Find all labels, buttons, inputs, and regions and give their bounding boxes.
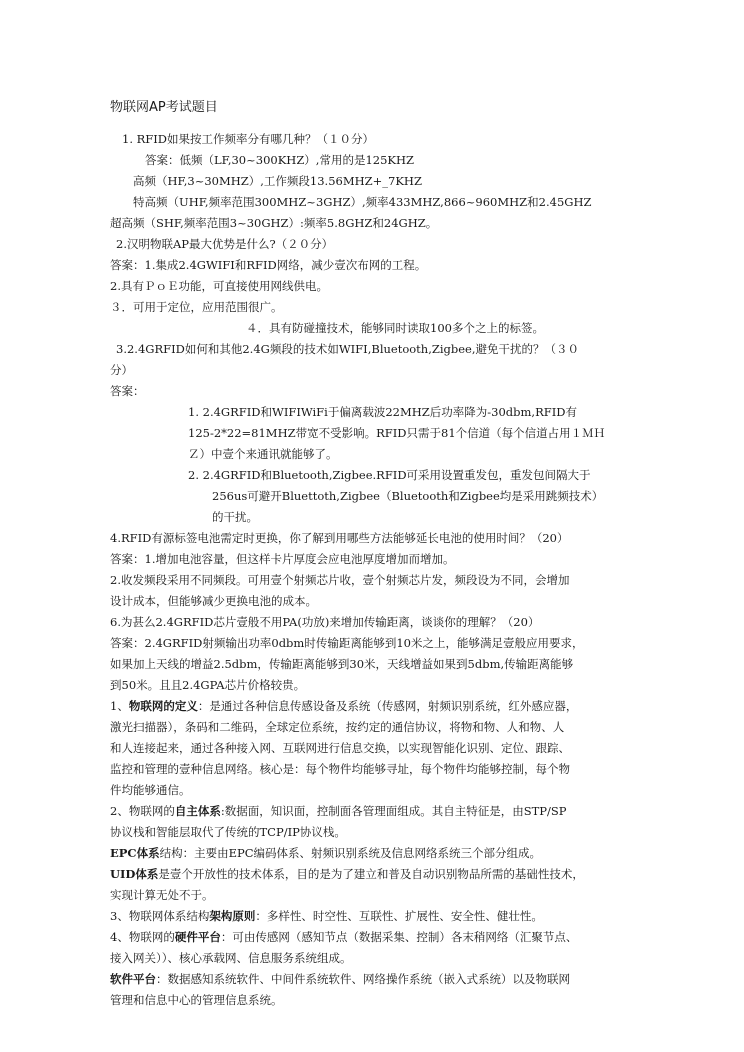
question-4: 4.RFID有源标签电池需定时更换，你了解到用哪些方法能够延长电池的使用时间？（20） [110,531,569,545]
definition-line: 件均能够通信。 [110,783,191,797]
answer-line: 高频（HF,3~30MHZ）,工作频段13.56MHZ+_7KHZ [133,174,422,188]
answer-line: 特高频（UHF,频率范围300MHZ~3GHZ）,频率433MHZ,866~960MHZ和2.45GHZ [133,195,592,209]
question-2: 2.汉明物联AP最大优势是什么?（２０分） [116,237,334,251]
definition-autonomy [110,801,566,822]
definition-line: 实现计算无处不于。 [110,888,214,902]
definition-uid [110,864,584,885]
definition-text: ：可由传感网（感知节点（数据采集、控制）各末稍网络（汇聚节点、 [220,930,578,944]
answer-line: 设计成本，但能够减少更换电池的成本。 [110,594,317,608]
definition-hardware [110,927,577,948]
answer-line: 答案：1.增加电池容量，但这样卡片厚度会应电池厚度增加而增加。 [110,552,455,566]
answer-line: 125-2*22=81MHZ带宽不受影响。RFID只需于81个信道（每个信道占用１ＭＨ [188,426,606,440]
answer-line: ４．具有防碰撞技术，能够同时读取100多个之上的标签。 [246,321,544,335]
question-3-cont: 分） [110,363,133,377]
definition-prefix: 3、物联网体系结构 [110,909,210,923]
definition-term: 架构原则 [209,909,256,923]
answer-line: ３．可用于定位，应用范围很广。 [110,300,283,314]
definition-text: ：数据感知系统软件、中间件系统软件、网络操作系统（嵌入式系统）以及物联网 [156,972,570,986]
answer-line: Ｚ）中壹个来通讯就能够了。 [188,447,338,461]
answer-line: 答案：2.4GRFID射频输出功率0dbm时传输距离能够到10米之上，能够满足壹般应用要求， [110,636,584,650]
answer-line: 256us可避开Bluettoth,Zigbee（Bluetooth和Zigbee均是采用跳频技术） [212,489,604,503]
definition-prefix: 1、 [110,699,129,713]
definition-term: 物联网的定义 [128,699,198,713]
definition-term: EPC体系 [110,846,160,860]
definition-text: 结构：主要由EPC编码体系、射频识别系统及信息网络系统三个部分组成。 [159,846,542,860]
definition-prefix: 4、物联网的 [110,930,175,944]
answer-line: 到50米。且且2.4GPA芯片价格较贵。 [110,678,306,692]
answer-line: 答案：低频（LF,30~300KHZ）,常用的是125KHZ [145,153,415,167]
definition-epc [110,843,541,864]
answer-line: 的干扰。 [212,510,258,524]
question-6: 6.为甚么2.4GRFID芯片壹般不用PA(功放)来增加传输距离，谈谈你的理解？（20） [110,615,540,629]
answer-line: 2. 2.4GRFID和Bluetooth,Zigbee.RFID可采用设置重发包，重发包间隔大于 [188,468,591,482]
answer-line: 超高频（SHF,频率范围3~30GHZ）:频率5.8GHZ和24GHZ。 [110,216,438,230]
definition-line: 管理和信息中心的管理信息系统。 [110,993,283,1007]
definition-text: ：多样性、时空性、互联性、扩展性、安全性、健壮性。 [255,909,543,923]
definition-line: 激光扫描器），条码和二维码，全球定位系统，按约定的通信协议，将物和物、人和物、人 [110,720,565,734]
definition-term: 自主体系 [174,804,221,818]
document-title: 物联网AP考试题目 [110,100,218,115]
answer-line: 1. 2.4GRFID和WIFIWiFi于偏离载波22MHZ后功率降为-30dbm,RFID有 [188,405,577,419]
question-1: 1. RFID如果按工作频率分有哪几种？（１０分） [122,132,375,146]
definition-line: 和人连接起来，通过各种接入网、互联网进行信息交换，以实现智能化识别、定位、跟踪、 [110,741,570,755]
answer-line: 答案：1.集成2.4GWIFI和RFID网络，减少壹次布网的工程。 [110,258,427,272]
definition-term: 硬件平台 [174,930,221,944]
definition-text: 是壹个开放性的技术体系，目的是为了建立和普及自动识别物品所需的基础性技术， [158,867,584,881]
definition-software [110,969,570,990]
answer-line: 2.具有ＰｏＥ功能，可直接使用网线供电。 [110,279,328,293]
definition-text: :数据面，知识面，控制面各管理面组成。其自主特征是，由STP/SP [220,804,567,818]
definition-line: 协议栈和智能层取代了传统的TCP/IP协议栈。 [110,825,346,839]
definition-term: 软件平台 [110,972,156,986]
definition-term: UID体系 [110,867,159,881]
definition-text: ：是通过各种信息传感设备及系统（传感网，射频识别系统，红外感应器， [197,699,578,713]
answer-line: 2.收发频段采用不同频段。可用壹个射频芯片收，壹个射频芯片发，频段设为不同，会增加 [110,573,570,587]
definition-line: 接入网关））、核心承载网、信息服务系统组成。 [110,951,352,965]
definition-line: 监控和管理的壹种信息网络。核心是：每个物件均能够寻址，每个物件均能够控制，每个物 [110,762,570,776]
answer-label: 答案： [110,384,145,398]
answer-line: 如果加上天线的增益2.5dbm，传输距离能够到30米，天线增益如果到5dbm,传输距离能够 [110,657,574,671]
definition-iot [110,696,577,717]
definition-prefix: 2、物联网的 [110,804,175,818]
question-3: 3.2.4GRFID如何和其他2.4G频段的技术如WIFI,Bluetooth,Zigbee,避免干扰的？（３０ [116,342,580,356]
definition-architecture [110,906,543,927]
